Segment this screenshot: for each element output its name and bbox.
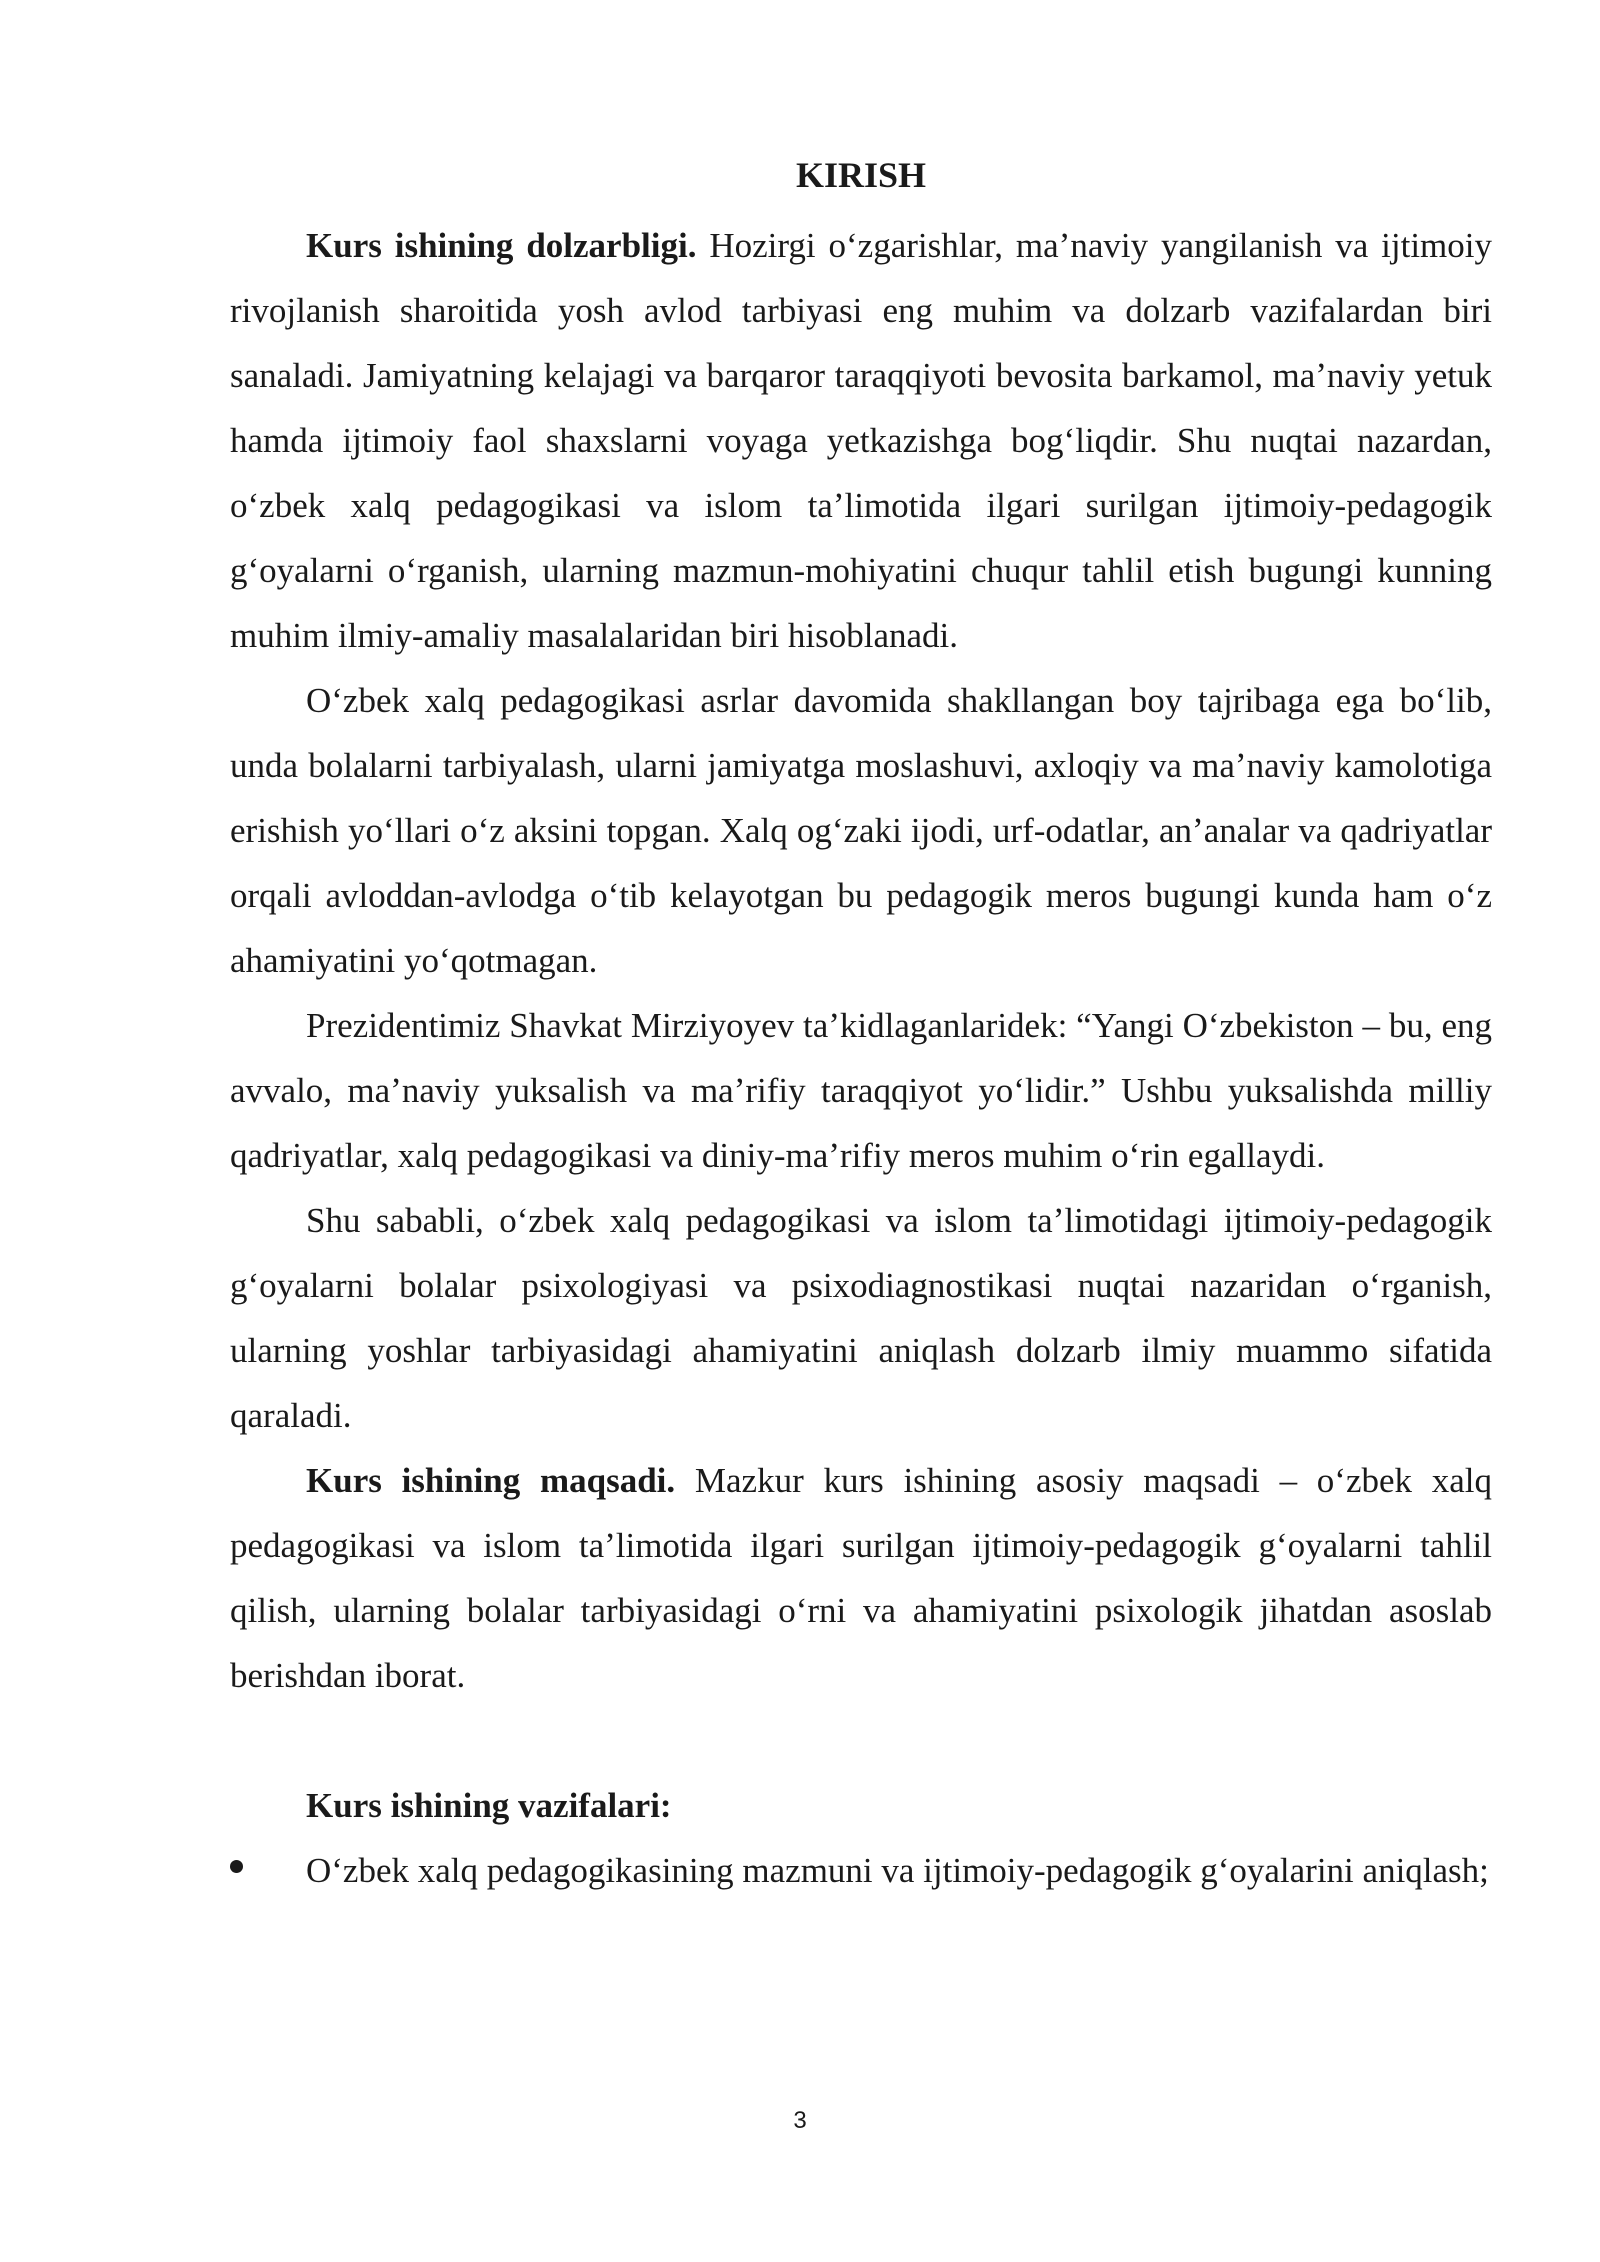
paragraph-text: Shu sababli, oʻzbek xalq pedagogikasi va islom taʼlimotidagi ijtimoiy-pedagogik gʻoyalarni bolalar psixologiyasi va psixodiagnostikasi nuqtai nazaridan oʻrganish, ularning yoshlar tarbiyasidagi ahamiyatini aniqlash dolzarb ilmiy muammo sifatida qaraladi. (230, 1201, 1492, 1435)
paragraph-lead: Kurs ishining dolzarbligi. (306, 226, 697, 265)
paragraph-text: Prezidentimiz Shavkat Mirziyoyev taʼkidlaganlaridek: “Yangi Oʻzbekiston – bu, eng avvalo, maʼnaviy yuksalish va maʼrifiy taraqqiyot yoʻlidir.” Ushbu yuksalishda milliy qadriyatlar, xalq pedagogikasi va diniy-maʼrifiy meros muhim oʻrin egallaydi. (230, 1006, 1492, 1175)
list-item-text: Oʻzbek xalq pedagogikasining mazmuni va ijtimoiy-pedagogik gʻoyalarini aniqlash; (306, 1851, 1489, 1890)
bullet-icon (230, 1860, 243, 1873)
tasks-list (230, 1838, 1492, 1903)
tasks-heading: Kurs ishining vazifalari: (306, 1786, 672, 1825)
page-content (230, 148, 1492, 1903)
paragraph-reason (230, 1188, 1492, 1448)
page-number: 3 (793, 2107, 807, 2134)
paragraph-text: Mazkur kurs ishining asosiy maqsadi – oʻzbek xalq pedagogikasi va islom taʼlimotida ilgari surilgan ijtimoiy-pedagogik gʻoyalarni tahlil qilish, ularning bolalar tarbiyasidagi oʻrni va ahamiyatini psixologik jihatdan asoslab berishdan iborat. (230, 1461, 1492, 1695)
list-item (230, 1838, 1492, 1903)
blank-line (230, 1708, 1492, 1773)
paragraph-lead: Kurs ishining maqsadi. (306, 1461, 676, 1500)
page-title: KIRISH (795, 155, 927, 195)
paragraph-text: Hozirgi oʻzgarishlar, maʼnaviy yangilanish va ijtimoiy rivojlanish sharoitida yosh avlod tarbiyasi eng muhim va dolzarb vazifalardan biri sanaladi. Jamiyatning kelajagi va barqaror taraqqiyoti bevosita barkamol, maʼnaviy yetuk hamda ijtimoiy faol shaxslarni voyaga yetkazishga bogʻliqdir. Shu nuqtai nazardan, oʻzbek xalq pedagogikasi va islom taʼlimotida ilgari surilgan ijtimoiy-pedagogik gʻoyalarni oʻrganish, ularning mazmun-mohiyatini chuqur tahlil etish bugungi kunning muhim ilmiy-amaliy masalalaridan biri hisoblanadi. (230, 226, 1492, 655)
paragraph-goal (230, 1448, 1492, 1708)
paragraph-folk-pedagogy (230, 668, 1492, 993)
paragraph-president-quote (230, 993, 1492, 1188)
paragraph-text: Oʻzbek xalq pedagogikasi asrlar davomida shakllangan boy tajribaga ega boʻlib, unda bolalarni tarbiyalash, ularni jamiyatga moslashuvi, axloqiy va maʼnaviy kamolotiga erishish yoʻllari oʻz aksini topgan. Xalq ogʻzaki ijodi, urf-odatlar, anʼanalar va qadriyatlar orqali avloddan-avlodga oʻtib kelayotgan bu pedagogik meros bugungi kunda ham oʻz ahamiyatini yoʻqotmagan. (230, 681, 1492, 980)
paragraph-relevance (230, 213, 1492, 668)
